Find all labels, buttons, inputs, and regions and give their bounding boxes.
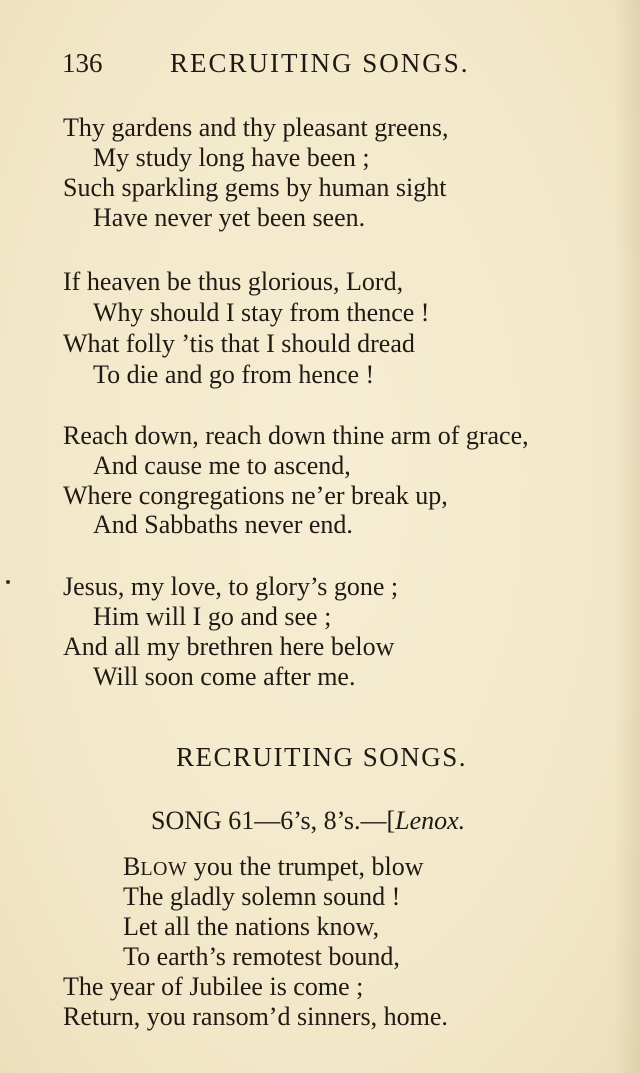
stanza-4-line-3: And all my brethren here below — [63, 632, 395, 661]
song-tune-name: Lenox. — [395, 806, 466, 835]
stanza-4-line-2: Him will I go and see ; — [93, 602, 332, 631]
song-line-5: The year of Jubilee is come ; — [63, 972, 364, 1001]
stanza-4-line-1: Jesus, my love, to glory’s gone ; — [63, 572, 399, 601]
running-head — [62, 48, 522, 88]
stanza-2-line-2: Why should I stay from thence ! — [93, 298, 430, 327]
stanza-1-line-3: Such sparkling gems by human sight — [63, 173, 447, 202]
song-line-1-rest: you the trumpet, blow — [187, 852, 424, 881]
song-line-3: Let all the nations know, — [123, 912, 380, 941]
song-line-1 — [123, 852, 424, 884]
stanza-3-line-1: Reach down, reach down thine arm of grace, — [63, 421, 529, 450]
song-line-2: The gladly solemn sound ! — [123, 882, 401, 911]
margin-mark — [6, 580, 10, 584]
section-title: RECRUITING SONGS. — [176, 742, 468, 772]
page-number: 136 — [62, 48, 103, 78]
stanza-3-line-2: And cause me to ascend, — [93, 451, 351, 480]
drop-initial: B — [123, 852, 141, 881]
stanza-1-line-4: Have never yet been seen. — [93, 203, 366, 232]
stanza-2-line-4: To die and go from hence ! — [93, 360, 375, 389]
song-heading — [151, 806, 465, 836]
song-line-4: To earth’s remotest bound, — [123, 942, 400, 971]
stanza-3-line-3: Where congregations ne’er break up, — [63, 481, 448, 510]
stanza-1-line-1: Thy gardens and thy pleasant greens, — [63, 113, 449, 142]
stanza-4-line-4: Will soon come after me. — [93, 662, 356, 691]
stanza-2-line-1: If heaven be thus glorious, Lord, — [63, 267, 404, 296]
song-number-meter: SONG 61—6’s, 8’s.—[ — [151, 806, 396, 835]
song-line-6: Return, you ransom’d sinners, home. — [63, 1002, 448, 1031]
stanza-1-line-2: My study long have been ; — [93, 143, 370, 172]
page-edge-shadow — [614, 0, 640, 1073]
small-caps-word: LOW — [140, 858, 188, 880]
running-head-title: RECRUITING SONGS. — [170, 48, 470, 78]
stanza-2-line-3: What folly ’tis that I should dread — [63, 329, 415, 358]
stanza-3-line-4: And Sabbaths never end. — [93, 510, 353, 539]
